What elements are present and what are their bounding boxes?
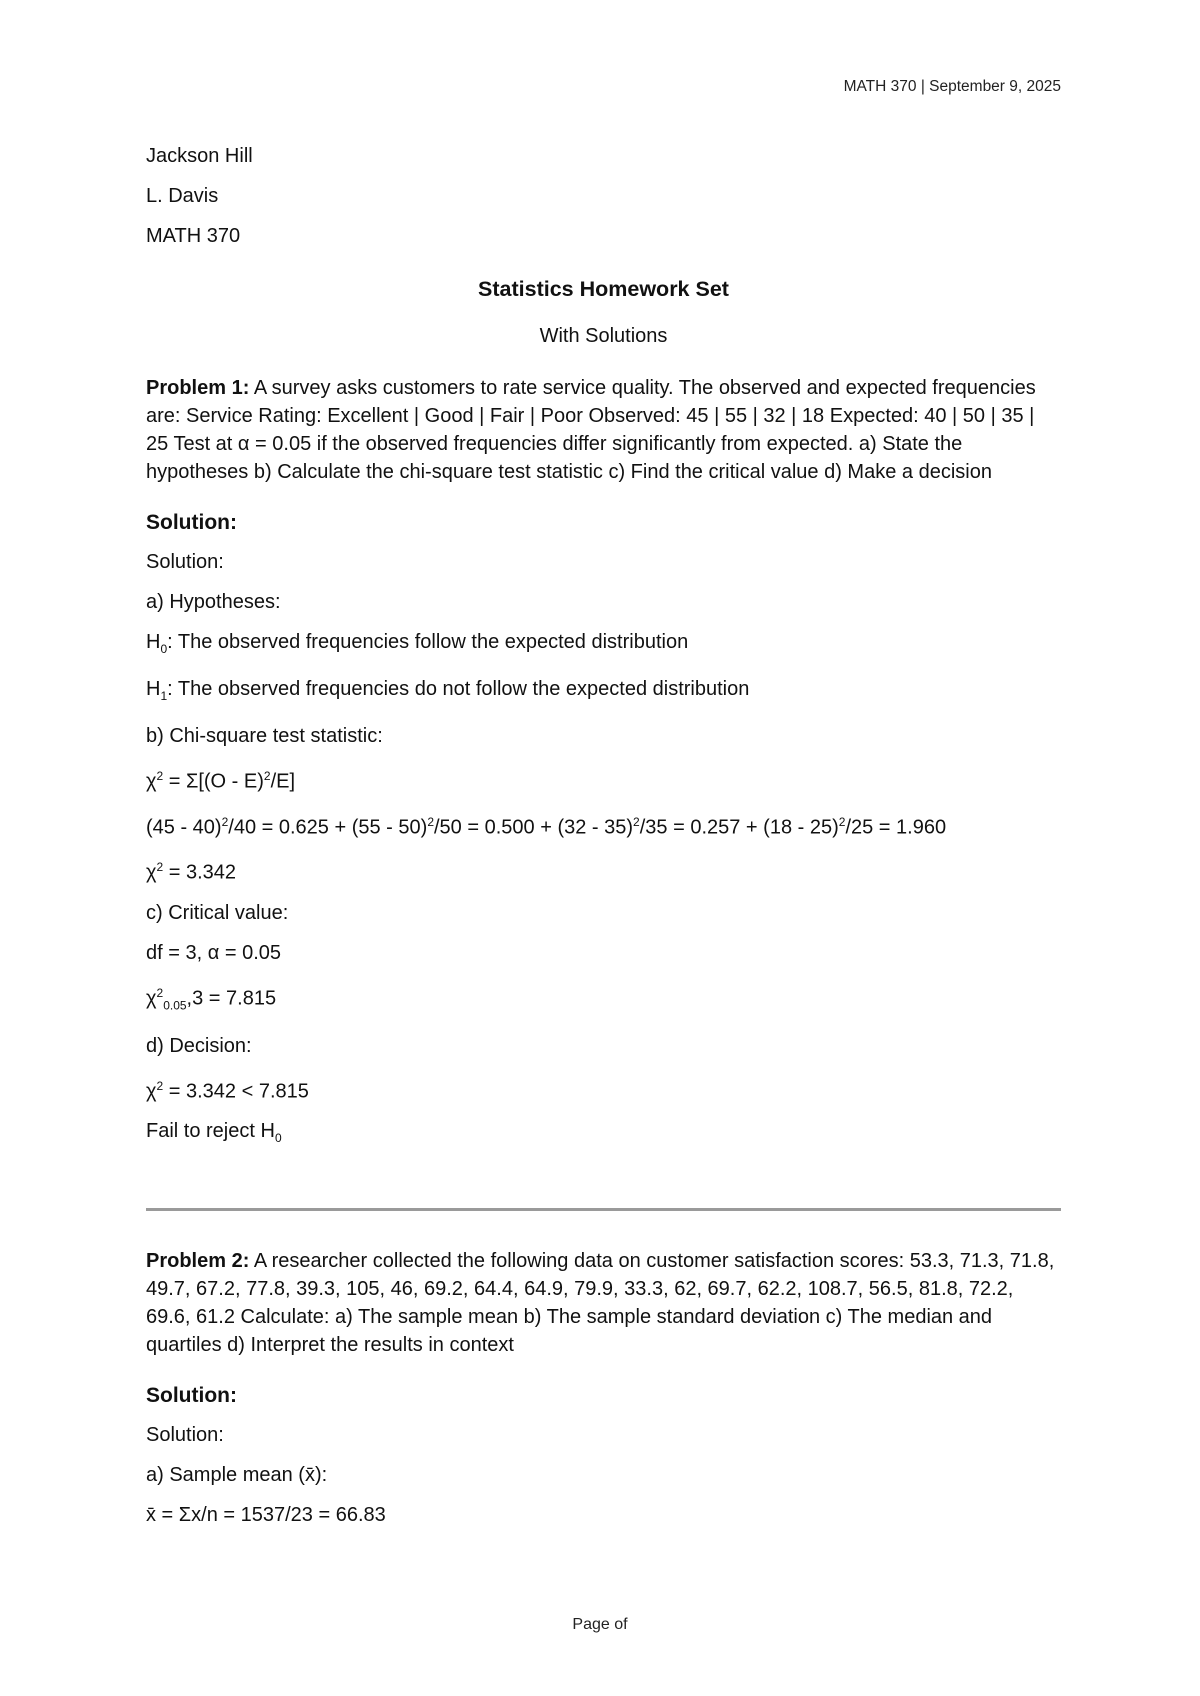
problem-1-solution-heading: Solution: bbox=[146, 511, 237, 534]
problem-1-text: A survey asks customers to rate service quality. The observed and expected frequencies are: Service Rating: Excellent | Good | Fair | Poor Observed: 45 | 55 | 32 | 18 Expected: 40 | 50 | 35 | 25 Test at α = 0.05 if the observed frequencies differ significantly from expected. a) State the hypotheses b) Calculate the chi-square test statistic c) Find the critical value d) Make a decision bbox=[146, 377, 1036, 483]
alt-hypothesis: $H_1$: The observed frequencies do not follow the expected distribution bbox=[146, 678, 750, 703]
course-name: MATH 370 bbox=[146, 225, 241, 247]
chi-square-formula: $\chi^2 = \Sigma[(O - E)^2/E]$ bbox=[146, 769, 296, 793]
page-footer: Page of bbox=[572, 1616, 628, 1633]
solution-line: c) Critical value: bbox=[146, 901, 289, 924]
solution-line: d) Decision: bbox=[146, 1034, 252, 1057]
decision-result: Fail to reject $H_0$ bbox=[146, 1120, 282, 1146]
problem-2-solution bbox=[146, 1423, 1061, 1527]
degrees-of-freedom: df = 3, α = 0.05 bbox=[146, 941, 281, 964]
document-title: Statistics Homework Set bbox=[478, 277, 729, 301]
document-subtitle: With Solutions bbox=[539, 325, 668, 347]
section-divider bbox=[146, 1208, 1061, 1211]
sample-mean: x̄ = Σx/n = 1537/23 = 66.83 bbox=[146, 1504, 386, 1527]
page-header: MATH 370 | September 9, 2025 bbox=[843, 78, 1061, 95]
document-body bbox=[146, 145, 1061, 1527]
critical-value: $\chi^2_{0.05},3 = 7.815$ bbox=[146, 985, 277, 1013]
solution-line: a) Sample mean (x̄): bbox=[146, 1464, 328, 1487]
solution-line: a) Hypotheses: bbox=[146, 591, 281, 613]
problem-2-solution-heading: Solution: bbox=[146, 1384, 237, 1408]
problem-1-solution bbox=[146, 550, 1061, 1150]
chi-square-terms: (45 - 40)$^2$/40 = 0.625 + (55 - 50)$^2$/50 = 0.500 + (32 - 35)$^2$/35 = 0.257 + (18 - 25)$^2$/25 = 1.960 bbox=[146, 814, 947, 839]
decision-comparison: $\chi^2 = 3.342 < 7.815$ bbox=[146, 1078, 309, 1103]
instructor-name: L. Davis bbox=[146, 185, 219, 207]
student-name: Jackson Hill bbox=[146, 145, 253, 167]
problem-2-label: Problem 2: bbox=[146, 1250, 250, 1273]
solution-line: b) Chi-square test statistic: bbox=[146, 725, 383, 747]
chi-square-result: $\chi^2 = 3.342$ bbox=[146, 860, 237, 884]
problem-2-text: A researcher collected the following data on customer satisfaction scores: 53.3, 71.3, 71.8, 49.7, 67.2, 77.8, 39.3, 105, 46, 69.2, 64.4, 64.9, 79.9, 33.3, 62, 69.7, 62.2, 108.7, 56.5, 81.8, 72.2, 69.6, 61.2 Calculate: a) The sample mean b) The sample standard deviation c) The median and quartiles d) Interpret the results in context bbox=[146, 1250, 1055, 1357]
null-hypothesis: $H_0$: The observed frequencies follow the expected distribution bbox=[146, 631, 689, 656]
problem-1-statement bbox=[146, 374, 1061, 486]
problem-2-statement bbox=[146, 1247, 1061, 1359]
problem-1-label: Problem 1: bbox=[146, 377, 250, 399]
solution-line: Solution: bbox=[146, 551, 224, 573]
solution-line: Solution: bbox=[146, 1424, 224, 1447]
